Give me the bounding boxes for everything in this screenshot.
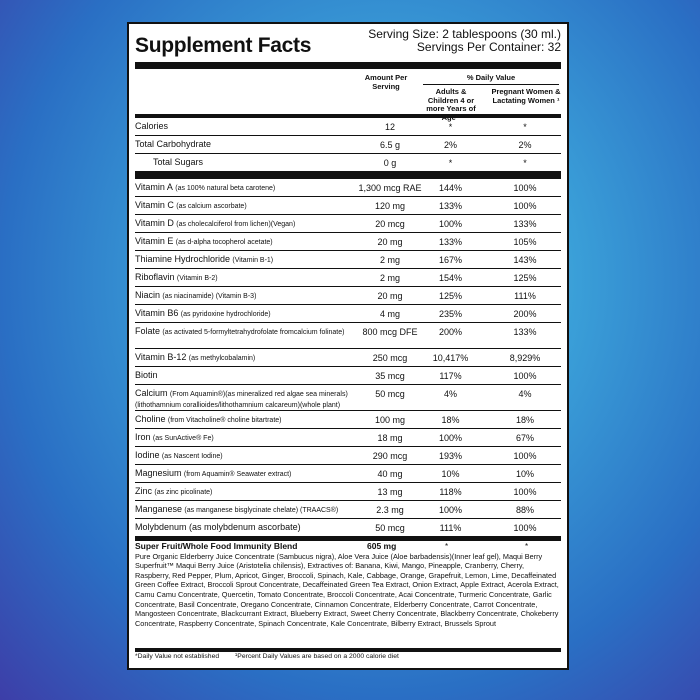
nutrient-row xyxy=(135,287,561,305)
nutrient-row xyxy=(135,251,561,269)
adults-daily-value: 18% xyxy=(441,415,460,425)
adults-daily-value: 10% xyxy=(441,469,460,479)
adults-header: Adults & Children 4 or more Years of xyxy=(426,87,476,113)
nutrient-source-note: (Vitamin B-1) xyxy=(232,257,274,264)
daily-value-underline xyxy=(423,84,559,85)
nutrient-name xyxy=(135,523,355,533)
footnotes xyxy=(135,653,561,660)
nutrient-row xyxy=(135,179,561,197)
nutrient-row xyxy=(135,269,561,287)
nutrient-source-note: (Vitamin B-2) xyxy=(176,275,218,282)
footnote-dv: *Daily Value not established xyxy=(135,653,220,660)
amount-per-serving: 20 mg xyxy=(377,237,403,247)
nutrient-name xyxy=(135,353,355,364)
pregnant-daily-value: 100% xyxy=(513,371,537,381)
nutrient-row xyxy=(135,411,561,429)
pregnant-daily-value: 111% xyxy=(514,291,536,301)
label-title: Supplement Facts xyxy=(135,34,312,57)
nutrient-main-label: Folate xyxy=(135,326,161,336)
nutrient-main-label: Iodine xyxy=(135,450,160,460)
nutrient-source-note: (as manganese bisglycinate chelate) (TRAACS®) xyxy=(184,507,339,514)
nutrient-source-note: (from Vitacholine® choline bitartrate) xyxy=(167,417,282,424)
nutrient-row xyxy=(135,215,561,233)
nutrient-main-label: Choline xyxy=(135,414,166,424)
nutrient-source-note: (as d-alpha tocopherol acetate) xyxy=(175,239,273,246)
nutrient-row xyxy=(135,197,561,215)
nutrient-name xyxy=(135,389,355,410)
amount-per-serving: 1,300 mcg RAE xyxy=(358,183,422,193)
nutrient-source-note: (as calcium ascorbate) xyxy=(176,203,247,210)
nutrient-name xyxy=(135,273,355,284)
nutrient-main-label: Manganese xyxy=(135,504,183,514)
pregnant-daily-value: * xyxy=(523,158,527,168)
amount-per-serving: 20 mcg xyxy=(375,219,405,229)
adults-daily-value: * xyxy=(448,158,453,168)
amount-per-serving: 0 g xyxy=(383,158,397,168)
pregnant-daily-value: 125% xyxy=(513,273,537,283)
amount-per-serving: 6.5 g xyxy=(379,140,401,150)
pregnant-daily-value: 18% xyxy=(515,415,534,425)
nutrient-main-label: Calories xyxy=(135,121,169,131)
nutrient-main-label: Magnesium xyxy=(135,468,182,478)
nutrient-main-label: Vitamin B6 xyxy=(135,308,179,318)
adults-daily-value: 100% xyxy=(438,219,463,229)
nutrient-name xyxy=(135,255,355,266)
daily-value-header: % Daily Value xyxy=(466,73,516,82)
adults-daily-value: 125% xyxy=(438,291,463,301)
nutrient-name xyxy=(135,237,355,248)
nutrient-name xyxy=(135,291,355,302)
nutrient-name xyxy=(135,505,355,516)
nutrient-source-note: (as methylcobalamin) xyxy=(188,355,256,362)
mid-thick-divider xyxy=(135,172,561,179)
nutrient-row xyxy=(135,305,561,323)
nutrient-name xyxy=(153,158,373,168)
amount-per-serving: 18 mg xyxy=(377,433,403,443)
adults-daily-value: 118% xyxy=(439,487,462,497)
top-thick-divider xyxy=(135,62,561,69)
amount-per-serving: 50 mcg xyxy=(375,523,405,533)
blend-amount: 605 mg xyxy=(367,541,397,551)
amount-per-serving: 800 mcg DFE xyxy=(362,327,418,337)
supplement-facts-label xyxy=(127,22,569,670)
amount-per-serving: 120 mg xyxy=(374,201,406,211)
pregnant-daily-value: 8,929% xyxy=(509,353,541,363)
nutrient-row xyxy=(135,465,561,483)
nutrient-row xyxy=(135,233,561,251)
pregnant-daily-value: * xyxy=(523,122,527,132)
footer-divider xyxy=(135,648,561,652)
nutrient-row xyxy=(135,349,561,367)
pregnant-daily-value: 88% xyxy=(515,505,534,515)
adults-daily-value: 2% xyxy=(443,140,457,150)
nutrient-source-note: (from Aquamin® Seawater extract) xyxy=(183,471,292,478)
adults-daily-value: 154% xyxy=(438,273,463,283)
adults-daily-value: 133% xyxy=(438,237,463,247)
nutrient-main-label: Vitamin D xyxy=(135,218,174,228)
amount-per-serving: 40 mg xyxy=(377,469,403,479)
amount-per-serving: 290 mcg xyxy=(372,451,408,461)
adults-daily-value: 100% xyxy=(438,433,463,443)
adults-daily-value: 167% xyxy=(438,255,463,265)
pregnant-daily-value: 100% xyxy=(513,201,537,211)
amount-per-serving: 2.3 mg xyxy=(376,505,404,515)
nutrient-main-label: Riboflavin xyxy=(135,272,175,282)
nutrient-name xyxy=(135,140,355,150)
nutrient-source-note: (as niacinamide) (Vitamin B-3) xyxy=(162,293,257,300)
pregnant-daily-value: 133% xyxy=(513,327,537,337)
amount-per-serving: 13 mg xyxy=(377,487,403,497)
nutrient-row xyxy=(135,519,561,537)
nutrient-main-label: Iron xyxy=(135,432,151,442)
nutrient-row xyxy=(135,429,561,447)
immunity-blend xyxy=(135,542,561,628)
amount-per-serving: 50 mcg xyxy=(375,389,405,399)
nutrient-name xyxy=(135,327,355,338)
amount-per-serving: 35 mcg xyxy=(375,371,405,381)
blend-pregnant-dv: * xyxy=(525,542,529,551)
macro-row xyxy=(135,136,561,154)
blend-adults-dv: * xyxy=(445,542,449,551)
nutrient-main-label: Total Sugars xyxy=(153,157,204,167)
pregnant-daily-value: 67% xyxy=(515,433,534,443)
pregnant-daily-value: 100% xyxy=(513,487,537,497)
nutrient-main-label: Vitamin B-12 xyxy=(135,352,187,362)
nutrient-main-label: Zinc xyxy=(135,486,153,496)
amount-per-serving: 250 mcg xyxy=(372,353,408,363)
nutrient-source-note: (as 100% natural beta carotene) xyxy=(175,185,276,192)
nutrient-source-note: (as pyridoxine hydrochloride) xyxy=(180,311,271,318)
amount-per-serving: 12 xyxy=(384,122,395,132)
macro-rows xyxy=(135,118,561,172)
blend-title: Super Fruit/Whole Food Immunity Blend xyxy=(135,541,298,551)
adults-daily-value: 4% xyxy=(443,389,457,399)
nutrient-main-label: Vitamin A xyxy=(135,182,173,192)
pregnant-daily-value: 100% xyxy=(513,183,537,193)
amount-per-serving: 4 mg xyxy=(379,309,400,319)
footnote-calorie: ¹Percent Daily Values are based on a 2000 calorie diet xyxy=(235,653,399,660)
nutrient-name xyxy=(135,371,355,381)
nutrient-main-label: Calcium xyxy=(135,388,168,398)
adults-daily-value: 100% xyxy=(438,505,463,515)
adults-daily-value: 133% xyxy=(438,201,463,211)
adults-daily-value: 144% xyxy=(438,183,463,193)
amount-header: Amount Per Serving xyxy=(364,73,408,91)
nutrient-row xyxy=(135,385,561,411)
amount-per-serving: 20 mg xyxy=(377,291,403,301)
amount-per-serving: 2 mg xyxy=(379,273,400,283)
serving-info xyxy=(368,28,561,54)
amount-per-serving: 100 mg xyxy=(374,415,406,425)
nutrient-source-note: (as cholecalciferol from lichen)(Vegan) xyxy=(176,221,296,228)
nutrient-row xyxy=(135,447,561,465)
macro-row xyxy=(135,154,561,172)
adults-daily-value: 235% xyxy=(438,309,463,319)
nutrient-name xyxy=(135,415,355,426)
pregnant-daily-value: 143% xyxy=(513,255,537,265)
pregnant-daily-value: 133% xyxy=(513,219,537,229)
pregnant-daily-value: 100% xyxy=(513,523,537,533)
nutrient-name xyxy=(135,309,355,320)
nutrient-name xyxy=(135,451,355,462)
adults-daily-value: * xyxy=(448,122,453,132)
nutrient-source-note: (as SunActive® Fe) xyxy=(152,435,214,442)
pregnant-daily-value: 105% xyxy=(513,237,537,247)
nutrient-name xyxy=(135,122,355,132)
adults-daily-value: 193% xyxy=(438,451,463,461)
nutrient-name xyxy=(135,433,355,444)
nutrient-row xyxy=(135,501,561,519)
nutrient-source-note: (From Aquamin®)(as mineralized red algae sea minerals)(lithothamnium corallioides/lithothamnium calcareum)(whole plant) xyxy=(135,391,348,409)
nutrient-name xyxy=(135,487,355,498)
nutrient-row xyxy=(135,483,561,501)
adults-daily-value: 111% xyxy=(439,523,462,533)
adults-daily-value: 10,417% xyxy=(432,353,469,363)
pregnant-daily-value: 200% xyxy=(513,309,537,319)
pregnant-daily-value: 100% xyxy=(513,451,537,461)
pregnant-daily-value: 4% xyxy=(518,389,532,399)
nutrient-name xyxy=(135,201,355,212)
pregnant-daily-value: 10% xyxy=(515,469,534,479)
nutrient-name xyxy=(135,219,355,230)
blend-ingredients: Pure Organic Elderberry Juice Concentrate (Sambucus nigra), Aloe Vera Juice (Aloe barbadensis)(Inner leaf gel), Maqui Berry Superfruit™ Maqui Berry Juice (Aristotelia chilensis), Extractives of: Banana, Kiwi, Mango, Pineapple, Cranberry, Cherry, Raspberry, Red Pepper, Plum, Apricot, Ginger, Broccoli, Spinach, Kale, Cabbage, Orange, Grapefruit, Lemon, Lime, Decaffeinated Green Coffee Extract, Broccoli Sprout Concentrate, Decaffeinated Green Tea Extract, Onion Extract, Apple Extract, Acerola Extract, Camu Camu Concentrate, Quercetin, Tomato Concentrate, Broccoli Concentrate, Acai Concentrate, Turmeric Concentrate, Garlic Concentrate, Basil Concentrate, Oregano Concentrate, Cinnamon Concentrate, Elderberry Concentrate, Carrot Concentrate, Mangosteen Concentrate, Blackcurrant Extract, Blueberry Extract, Sweet Cherry Concentrate, Blackberry Concentrate, Chokeberry Concentrate, Raspberry Concentrate, Spinach Concentrate, Kale Concentrate, Bilberry Extract, Brussels Sprout xyxy=(135,551,559,628)
servings-per-container: Servings Per Container: 32 xyxy=(416,40,561,54)
nutrient-row xyxy=(135,367,561,385)
nutrient-main-label: Total Carbohydrate xyxy=(135,139,212,149)
nutrient-main-label: Niacin xyxy=(135,290,161,300)
adults-daily-value: 117% xyxy=(439,371,462,381)
nutrient-row xyxy=(135,323,561,349)
pregnant-daily-value: 2% xyxy=(518,140,532,150)
nutrient-main-label: Thiamine Hydrochloride xyxy=(135,254,231,264)
adults-daily-value: 200% xyxy=(438,327,463,337)
nutrient-main-label: Molybdenum (as molybdenum ascorbate) xyxy=(135,522,301,532)
nutrient-source-note: (as activated 5-formyltetrahydrofolate fromcalcium folinate) xyxy=(162,329,345,336)
macro-row xyxy=(135,118,561,136)
amount-per-serving: 2 mg xyxy=(379,255,400,265)
nutrient-name xyxy=(135,183,355,194)
nutrient-name xyxy=(135,469,355,480)
nutrient-main-label: Vitamin E xyxy=(135,236,174,246)
nutrient-source-note: (as zinc picolinate) xyxy=(154,489,213,496)
nutrient-rows xyxy=(135,179,561,537)
nutrient-source-note: (as Nascent Iodine) xyxy=(161,453,223,460)
nutrient-main-label: Biotin xyxy=(135,370,158,380)
nutrient-main-label: Vitamin C xyxy=(135,200,174,210)
serving-size: Serving Size: 2 tablespoons (30 ml.) xyxy=(368,27,561,41)
pregnant-header: Pregnant Women & Lactating Women ¹ xyxy=(491,87,561,105)
